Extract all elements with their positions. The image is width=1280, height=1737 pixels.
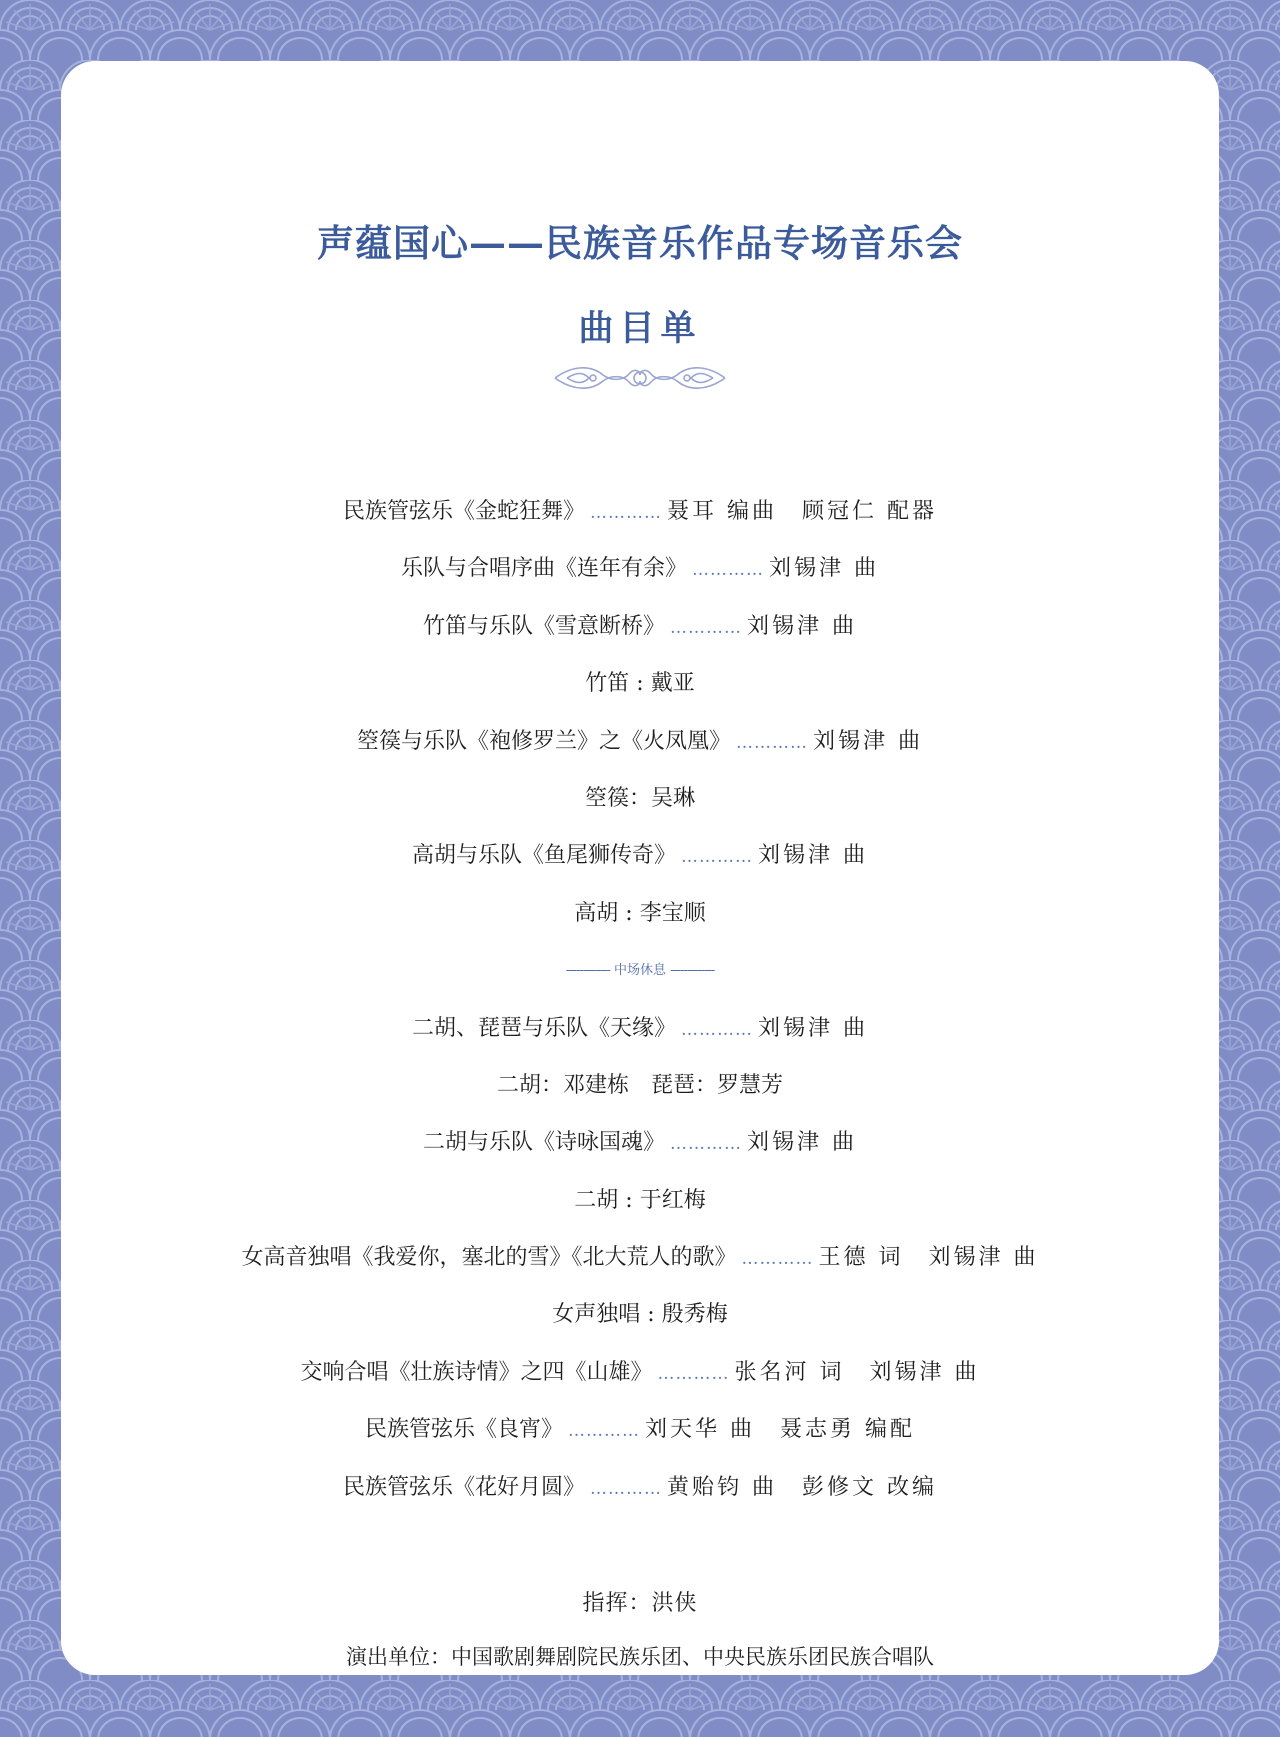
work-credit: 聂耳 编曲 顾冠仁 配器 bbox=[667, 499, 937, 524]
work-title: 民族管弦乐《金蛇狂舞》 bbox=[342, 499, 585, 524]
intermission-rule-left: ------------- bbox=[565, 963, 610, 979]
work-credit: 刘天华 曲 聂志勇 编配 bbox=[645, 1417, 915, 1443]
leader-dots: ………… bbox=[590, 503, 662, 523]
program-list-heading: 曲目单 bbox=[578, 308, 702, 349]
work-title: 民族管弦乐《良宵》 bbox=[364, 1417, 563, 1443]
performer-line: 箜篌：吴琳 bbox=[584, 785, 695, 811]
leader-dots: ………… bbox=[681, 847, 753, 868]
work-credit: 黄贻钧 曲 彭修文 改编 bbox=[667, 1474, 937, 1500]
leader-dots: ………… bbox=[692, 560, 764, 581]
performer-line: 高胡 : 李宝顺 bbox=[574, 900, 706, 926]
leader-dots: ………… bbox=[681, 1019, 753, 1040]
work-credit: 王德 词 刘锡津 曲 bbox=[818, 1245, 1039, 1271]
program-item bbox=[61, 492, 1219, 549]
work-credit: 刘锡津 曲 bbox=[813, 728, 923, 754]
work-title: 交响合唱《壮族诗情》之四《山雄》 bbox=[300, 1359, 653, 1385]
performer-line: 竹笛 : 戴亚 bbox=[585, 671, 695, 697]
program-item bbox=[61, 549, 1219, 606]
intermission-label: 中场休息 bbox=[613, 963, 666, 979]
concert-title: 声蕴国心——民族音乐作品专场音乐会 bbox=[317, 221, 963, 265]
performer-line: 二胡：邓建栋 琵琶：罗慧芳 bbox=[496, 1072, 783, 1098]
performing-troupe-line: 演出单位：中国歌剧舞剧院民族乐团、中央民族乐团民族合唱队 bbox=[346, 1645, 934, 1669]
work-title: 二胡、琵琶与乐队《天缘》 bbox=[411, 1015, 676, 1041]
leader-dots: ………… bbox=[670, 617, 742, 638]
program-item bbox=[61, 836, 1219, 893]
work-credit: 刘锡津 曲 bbox=[758, 1015, 868, 1041]
performer-line: 二胡 : 于红梅 bbox=[574, 1187, 706, 1213]
leader-dots: ………… bbox=[568, 1421, 640, 1442]
work-credit: 刘锡津 曲 bbox=[747, 1130, 857, 1156]
work-title: 箜篌与乐队《袍修罗兰》之《火凤凰》 bbox=[356, 728, 731, 754]
work-credit: 刘锡津 曲 bbox=[747, 613, 857, 639]
leader-dots: ………… bbox=[741, 1249, 814, 1270]
program-item bbox=[61, 1238, 1219, 1295]
program-item bbox=[61, 722, 1219, 779]
program-item bbox=[61, 607, 1219, 664]
program-item bbox=[61, 1468, 1219, 1525]
program-item bbox=[61, 1353, 1219, 1410]
program-item bbox=[61, 1123, 1219, 1180]
leader-dots: ………… bbox=[590, 1478, 662, 1499]
work-title: 民族管弦乐《花好月圆》 bbox=[342, 1474, 585, 1500]
work-title: 竹笛与乐队《雪意断桥》 bbox=[422, 613, 665, 639]
leader-dots: ………… bbox=[670, 1134, 742, 1155]
work-title: 女高音独唱《我爱你，塞北的雪》《北大荒人的歌》 bbox=[241, 1245, 737, 1271]
work-title: 二胡与乐队《诗咏国魂》 bbox=[422, 1130, 665, 1156]
leader-dots: ………… bbox=[657, 1363, 730, 1384]
conductor-line: 指挥：洪侠 bbox=[582, 1591, 698, 1616]
work-credit: 张名河 词 刘锡津 曲 bbox=[734, 1359, 980, 1385]
program-list bbox=[61, 492, 1219, 1525]
intermission-divider bbox=[61, 951, 1219, 1008]
work-title: 乐队与合唱序曲《连年有余》 bbox=[400, 556, 687, 582]
decorative-scroll-divider-icon bbox=[553, 363, 727, 393]
work-credit: 刘锡津 曲 bbox=[758, 843, 868, 869]
intermission-rule-right: ------------- bbox=[670, 963, 715, 979]
leader-dots: ………… bbox=[736, 732, 808, 753]
work-credit: 刘锡津 曲 bbox=[769, 556, 879, 582]
program-item bbox=[61, 1410, 1219, 1467]
program-card bbox=[61, 61, 1219, 1675]
work-title: 高胡与乐队《鱼尾狮传奇》 bbox=[411, 843, 676, 869]
performer-line: 女声独唱 : 殷秀梅 bbox=[552, 1302, 728, 1328]
program-item bbox=[61, 1009, 1219, 1066]
